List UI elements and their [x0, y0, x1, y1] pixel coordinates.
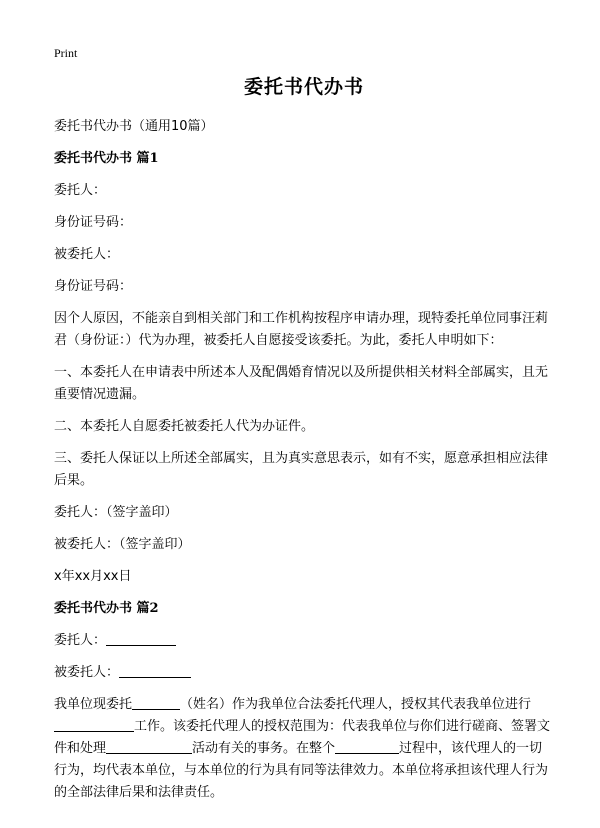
body-part-a: 我单位现委托: [54, 696, 133, 712]
section-2-principal-line: [54, 630, 554, 652]
principal-id-label: 身份证号码：: [54, 214, 133, 230]
name-blank: [132, 695, 180, 710]
principal-signature: 委托人：（签字盖印）: [54, 504, 178, 520]
document-title: 委托书代办书: [243, 76, 364, 98]
section-2-agent-line: [54, 662, 554, 684]
agent-id-label: 身份证号码：: [54, 278, 133, 294]
declaration-item-2: 二、本委托人自愿委托被委托人代为办证件。: [54, 418, 315, 434]
declaration-item-1: 一、本委托人在申请表中所述本人及配偶婚育情况以及所提供相关材料全部属实，且无重要情况遗漏。: [54, 364, 549, 402]
principal-blank: [106, 631, 176, 646]
agent-blank: [119, 663, 191, 678]
signature-date: x年xx月xx日: [54, 568, 132, 584]
print-link[interactable]: Print: [54, 46, 78, 60]
section-2-heading: 委托书代办书 篇2: [54, 600, 159, 616]
declaration-item-3: 三、委托人保证以上所述全部属实，且为真实意思表示，如有不实，愿意承担相应法律后果。: [54, 450, 549, 488]
body-part-d: 活动有关的事务。在整个: [192, 740, 336, 756]
principal-label: 委托人：: [54, 182, 107, 198]
section-2-principal-label: 委托人：: [54, 632, 107, 648]
agent-label: 被委托人：: [54, 246, 120, 262]
process-blank: [335, 739, 399, 754]
body-part-e: 过程中，该代理人的一切行为，均代表本单位，与本单位的行为具有同等法律效力。本单位将承担该代理人行为的全部法律后果和法律责任。: [54, 740, 549, 800]
section-2-agent-label: 被委托人：: [54, 664, 120, 680]
section-1-heading: 委托书代办书 篇1: [54, 150, 159, 166]
activity-blank: [106, 739, 192, 754]
document-subtitle: 委托书代办书（通用10篇）: [54, 118, 214, 134]
agent-signature: 被委托人：（签字盖印）: [54, 536, 191, 552]
body-part-b: （姓名）作为我单位合法委托代理人，授权其代表我单位进行: [180, 696, 532, 712]
body-part-c: 工作。该委托代理人的授权范围为：代表我单位与你们进行磋商、签署文件和处理: [54, 718, 551, 756]
section-2-body: [54, 694, 554, 804]
section-1-body: 因个人原因，不能亲自到相关部门和工作机构按程序申请办理，现特委托单位同事汪莉君（身份证：）代为办理，被委托人自愿接受该委托。为此，委托人申明如下：: [54, 310, 549, 348]
work-blank: [54, 717, 134, 732]
